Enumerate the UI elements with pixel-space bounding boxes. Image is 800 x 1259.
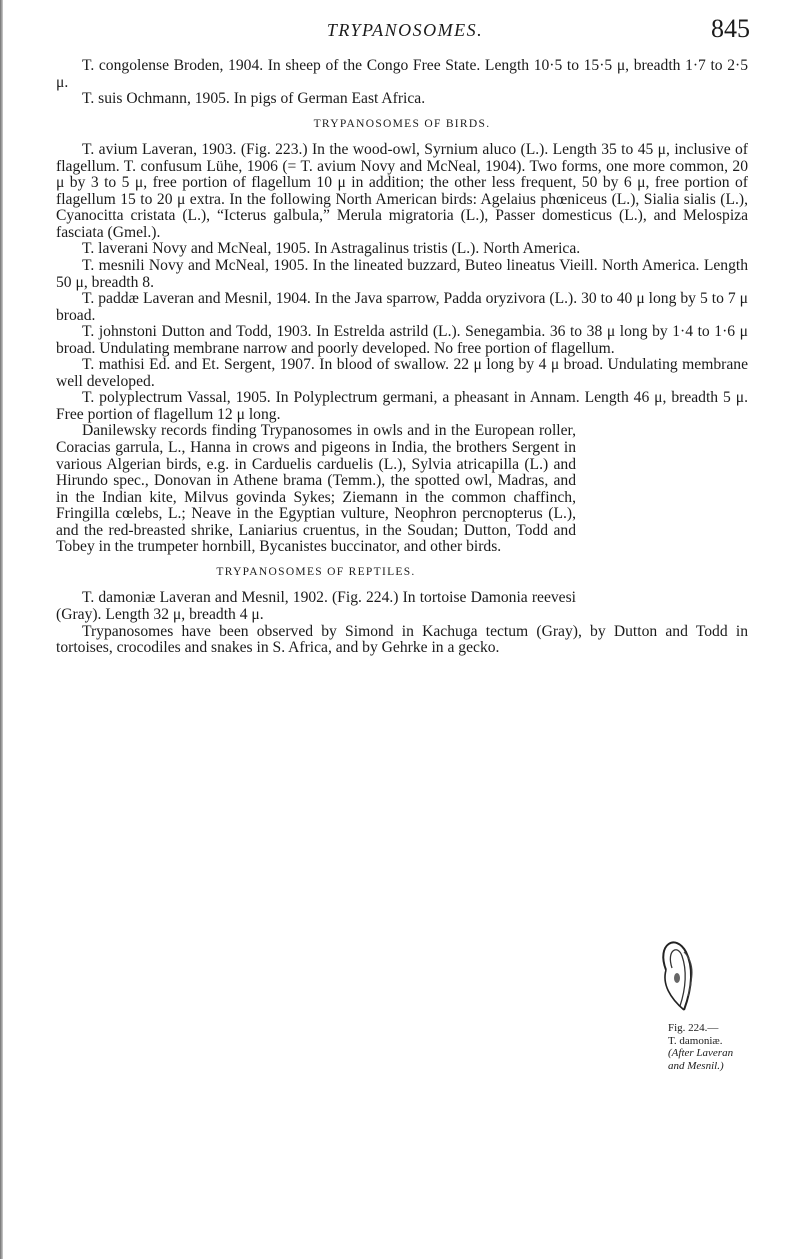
paragraph-simond: Trypanosomes have been observed by Simond in Kachuga tectum (Gray), by Dutton and Todd in tortoises, crocodiles and snakes in S. Africa, and by Gehrke in a gecko. bbox=[56, 622, 748, 657]
figure-caption bbox=[668, 1022, 748, 1072]
body-text bbox=[56, 58, 748, 657]
running-header bbox=[60, 14, 750, 54]
paragraph-mesnili: T. mesnili Novy and McNeal, 1905. In the lineated buzzard, Buteo lineatus Vieill. North America. Length 50 μ, breadth 8. bbox=[56, 257, 748, 291]
section-heading-birds: TRYPANOSOMES OF BIRDS. bbox=[313, 117, 491, 130]
section-heading-reptiles: TRYPANOSOMES OF REPTILES. bbox=[216, 565, 416, 578]
caption-species: T. damoniæ. bbox=[668, 1034, 723, 1047]
paragraph-damoniae: T. damoniæ Laveran and Mesnil, 1902. (Fig. 224.) In tortoise Damonia reevesi (Gray). Length 32 μ, breadth 4 μ. bbox=[56, 589, 576, 623]
trypanosome-illustration bbox=[632, 930, 742, 1022]
paragraph-mathisi: T. mathisi Ed. and Et. Sergent, 1907. In blood of swallow. 22 μ long by 4 μ broad. Undulating membrane well developed. bbox=[56, 356, 748, 390]
paragraph-congolense: T. congolense Broden, 1904. In sheep of the Congo Free State. Length 10·5 to 15·5 μ, breadth 1·7 to 2·5 μ. bbox=[56, 57, 748, 91]
caption-label: Fig. 224.— bbox=[668, 1022, 719, 1034]
paragraph-laverani: T. laverani Novy and McNeal, 1905. In Astragalinus tristis (L.). North America. bbox=[82, 240, 581, 258]
paragraph-paddae: T. paddæ Laveran and Mesnil, 1904. In the Java sparrow, Padda oryzivora (L.). 30 to 40 μ long by 5 to 7 μ broad. bbox=[56, 290, 748, 324]
running-title: TRYPANOSOMES. bbox=[326, 20, 484, 40]
paragraph-suis: T. suis Ochmann, 1905. In pigs of German East Africa. bbox=[82, 90, 426, 108]
paragraph-johnstoni: T. johnstoni Dutton and Todd, 1903. In Estrelda astrild (L.). Senegambia. 36 to 38 μ long by 1·4 to 1·6 μ broad. Undulating membrane narrow and poorly developed. No free portion of flagellum. bbox=[56, 323, 748, 357]
paragraph-danilewsky: Danilewsky records finding Trypanosomes in owls and in the European roller, Coracias garrula, L., Hanna in crows and pigeons in India, the brothers Sergent in various Algerian birds, e.g. in Carduelis carduelis (L.), Sylvia atricapilla (L.) and Hirundo spec., Donovan in Athene brama (Temm.), the spotted owl, Madras, and in the Indian kite, Milvus govinda Sykes; Ziemann in the common chaffinch, Fringilla cœlebs, L.; Neave in the Egyptian vulture, Neophron percnopterus (L.), and the red-breasted shrike, Laniarius cruentus, in the Soudan; Dutton, Todd and Tobey in the trumpeter hornbill, Bycanistes buccinator, and other birds. bbox=[56, 422, 576, 556]
caption-source: (After Laveran and Mesnil.) bbox=[668, 1047, 734, 1072]
page-edge-shadow bbox=[0, 0, 3, 1259]
paragraph-polyplectrum: T. polyplectrum Vassal, 1905. In Polyplectrum germani, a pheasant in Annam. Length 46 μ, breadth 5 μ. Free portion of flagellum 12 μ long. bbox=[56, 389, 748, 423]
figure-224 bbox=[630, 930, 750, 1022]
paragraph-avium: T. avium Laveran, 1903. (Fig. 223.) In the wood-owl, Syrnium aluco (L.). Length 35 to 45 μ, inclusive of flagellum. T. confusum Lühe, 1906 (= T. avium Novy and McNeal, 1904). Two forms, one more common, 20 μ by 3 to 5 μ, free portion of flagellum 10 μ in addition; the other less frequent, 50 by 6 μ, free portion of flagellum 15 to 20 μ extra. In the following North American birds: Agelaius phœniceus (L.), Sialia sialis (L.), Cyanocitta cristata (L.), “Icterus galbula,” Merula migratoria (L.), Passer domesticus (L.), and Melospiza fasciata (Gmel.). bbox=[56, 141, 748, 241]
page-number: 845 bbox=[711, 14, 750, 43]
trypanosome-nucleus bbox=[674, 973, 680, 983]
